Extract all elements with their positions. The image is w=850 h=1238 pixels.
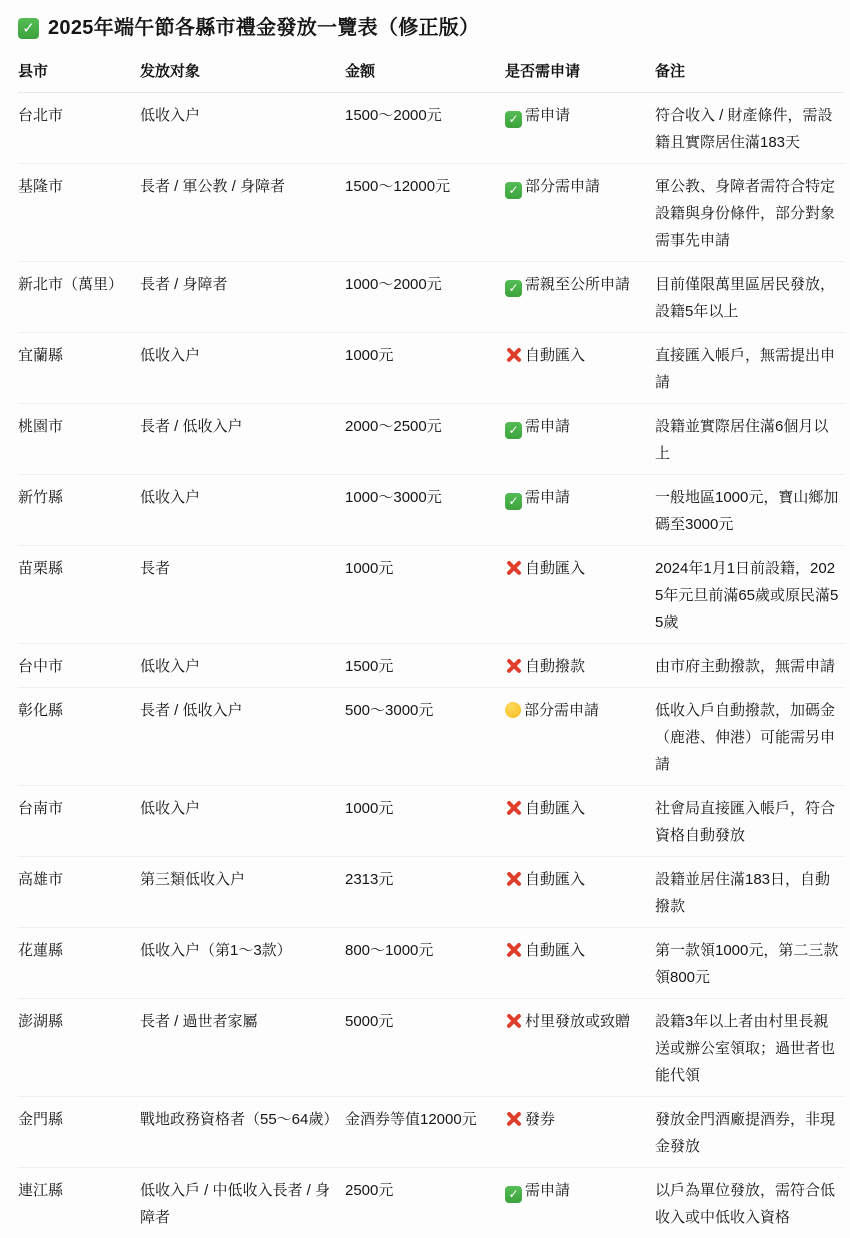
status-label: 需申請 bbox=[525, 1182, 571, 1199]
table-row bbox=[18, 857, 844, 928]
status-label: 發券 bbox=[525, 1111, 556, 1128]
status-label: 需申請 bbox=[525, 489, 571, 506]
yellow-circle-icon bbox=[505, 702, 521, 718]
cell-city: 基隆市 bbox=[18, 178, 64, 195]
cell-note: 設籍並居住滿183日，自動撥款 bbox=[655, 871, 831, 915]
cell-city: 宜蘭縣 bbox=[18, 347, 64, 364]
cell-target: 低收入戶 / 中低收入長者 / 身障者 bbox=[140, 1182, 331, 1226]
cell-status bbox=[505, 342, 655, 396]
status-label: 自動匯入 bbox=[525, 800, 586, 817]
cell-status bbox=[505, 697, 655, 778]
cell-city: 彰化縣 bbox=[18, 702, 64, 719]
check-icon: ✓ bbox=[505, 1186, 522, 1203]
table-row bbox=[18, 93, 844, 164]
table-row bbox=[18, 404, 844, 475]
cell-city: 高雄市 bbox=[18, 871, 64, 888]
cell-amount: 800～1000元 bbox=[345, 942, 434, 959]
cell-note: 符合收入 / 財產條件，需設籍且實際居住滿183天 bbox=[655, 107, 833, 151]
check-icon: ✓ bbox=[505, 111, 522, 128]
cell-city: 金門縣 bbox=[18, 1111, 64, 1128]
cell-status bbox=[505, 1177, 655, 1231]
cell-note: 以戶為單位發放，需符合低收入或中低收入資格 bbox=[655, 1182, 836, 1226]
cell-amount: 2313元 bbox=[345, 871, 394, 888]
cell-amount: 1000～3000元 bbox=[345, 489, 442, 506]
cell-status bbox=[505, 653, 655, 680]
page-title bbox=[18, 14, 844, 42]
cross-icon bbox=[505, 657, 522, 674]
cell-note: 直接匯入帳戶，無需提出申請 bbox=[655, 347, 836, 391]
check-icon: ✓ bbox=[505, 493, 522, 510]
cell-target: 低收入户 bbox=[140, 107, 201, 124]
status-label: 需申请 bbox=[525, 107, 571, 124]
cell-amount: 1000～2000元 bbox=[345, 276, 442, 293]
table-row bbox=[18, 999, 844, 1097]
column-header-amount: 金额 bbox=[345, 63, 376, 80]
cell-amount: 1500～12000元 bbox=[345, 178, 451, 195]
cell-amount: 1500元 bbox=[345, 658, 394, 675]
cell-status bbox=[505, 102, 655, 156]
cell-status bbox=[505, 413, 655, 467]
cell-amount: 2000～2500元 bbox=[345, 418, 442, 435]
cross-icon bbox=[505, 1012, 522, 1029]
cell-target: 長者 / 過世者家屬 bbox=[140, 1013, 258, 1030]
page-title-text: 2025年端午節各縣市禮金發放一覽表（修正版） bbox=[48, 17, 480, 39]
table-row bbox=[18, 1168, 844, 1238]
check-icon: ✓ bbox=[505, 182, 522, 199]
cell-note: 2024年1月1日前設籍，2025年元旦前滿65歲或原民滿55歲 bbox=[655, 560, 839, 631]
cell-note: 目前僅限萬里區居民發放，設籍5年以上 bbox=[655, 276, 836, 320]
cell-city: 新竹縣 bbox=[18, 489, 64, 506]
status-label: 需申請 bbox=[525, 418, 571, 435]
cell-note: 發放金門酒廠提酒券，非現金發放 bbox=[655, 1111, 836, 1155]
cell-amount: 5000元 bbox=[345, 1013, 394, 1030]
cross-icon bbox=[505, 941, 522, 958]
cell-city: 苗栗縣 bbox=[18, 560, 64, 577]
cell-target: 低收入户（第1～3款） bbox=[140, 942, 292, 959]
status-label: 自動匯入 bbox=[525, 347, 586, 364]
cell-amount: 1500～2000元 bbox=[345, 107, 442, 124]
table-row bbox=[18, 475, 844, 546]
table-row bbox=[18, 546, 844, 644]
cell-target: 低收入户 bbox=[140, 489, 201, 506]
cell-note: 社會局直接匯入帳戶，符合資格自動發放 bbox=[655, 800, 836, 844]
cell-amount: 1000元 bbox=[345, 560, 394, 577]
gift-table bbox=[18, 54, 844, 1238]
table-row bbox=[18, 164, 844, 262]
column-header-note: 备注 bbox=[655, 63, 686, 80]
cross-icon bbox=[505, 1110, 522, 1127]
cell-status bbox=[505, 937, 655, 991]
cell-target: 低收入户 bbox=[140, 658, 201, 675]
cell-city: 台南市 bbox=[18, 800, 64, 817]
cell-status bbox=[505, 1008, 655, 1089]
status-label: 部分需申請 bbox=[524, 702, 600, 719]
check-icon: ✓ bbox=[18, 18, 39, 39]
cell-note: 由市府主動撥款，無需申請 bbox=[655, 658, 836, 675]
cross-icon bbox=[505, 799, 522, 816]
cell-status bbox=[505, 1106, 655, 1160]
cell-city: 連江縣 bbox=[18, 1182, 64, 1199]
table-row bbox=[18, 786, 844, 857]
cell-target: 長者 / 身障者 bbox=[140, 276, 228, 293]
cell-amount: 500～3000元 bbox=[345, 702, 434, 719]
cell-city: 台中市 bbox=[18, 658, 64, 675]
cell-city: 花蓮縣 bbox=[18, 942, 64, 959]
cell-note: 第一款領1000元，第二三款領800元 bbox=[655, 942, 839, 986]
cell-target: 長者 / 軍公教 / 身障者 bbox=[140, 178, 286, 195]
cell-note: 低收入戶自動撥款，加碼金（鹿港、伸港）可能需另申請 bbox=[655, 702, 836, 773]
cell-target: 低收入户 bbox=[140, 800, 201, 817]
cell-target: 長者 bbox=[140, 560, 171, 577]
table-row bbox=[18, 262, 844, 333]
cell-target: 第三類低收入户 bbox=[140, 871, 246, 888]
check-icon: ✓ bbox=[505, 422, 522, 439]
table-row bbox=[18, 1097, 844, 1168]
cell-status bbox=[505, 555, 655, 636]
cell-amount: 金酒券等值12000元 bbox=[345, 1111, 477, 1128]
cell-target: 低收入户 bbox=[140, 347, 201, 364]
column-header-target: 发放对象 bbox=[140, 63, 201, 80]
status-label: 村里發放或致贈 bbox=[525, 1013, 631, 1030]
table-row bbox=[18, 928, 844, 999]
cell-amount: 1000元 bbox=[345, 800, 394, 817]
cell-status bbox=[505, 795, 655, 849]
status-label: 自動匯入 bbox=[525, 871, 586, 888]
cell-status bbox=[505, 173, 655, 254]
status-label: 自動匯入 bbox=[525, 560, 586, 577]
cell-note: 一般地區1000元，寶山鄉加碼至3000元 bbox=[655, 489, 839, 533]
cell-target: 長者 / 低收入户 bbox=[140, 418, 243, 435]
status-label: 自動撥款 bbox=[525, 658, 586, 675]
cell-city: 桃園市 bbox=[18, 418, 64, 435]
table-row bbox=[18, 644, 844, 688]
table-header-row bbox=[18, 54, 844, 93]
cell-city: 澎湖縣 bbox=[18, 1013, 64, 1030]
status-label: 部分需申請 bbox=[525, 178, 601, 195]
column-header-city: 县市 bbox=[18, 63, 49, 80]
cell-note: 設籍並實際居住滿6個月以上 bbox=[655, 418, 829, 462]
status-label: 自動匯入 bbox=[525, 942, 586, 959]
status-label: 需親至公所申請 bbox=[525, 276, 631, 293]
cell-city: 新北市（萬里） bbox=[18, 276, 124, 293]
cell-note: 設籍3年以上者由村里長親送或辦公室領取；過世者也能代領 bbox=[655, 1013, 836, 1084]
table-row bbox=[18, 688, 844, 786]
cross-icon bbox=[505, 870, 522, 887]
cell-city: 台北市 bbox=[18, 107, 64, 124]
cell-amount: 1000元 bbox=[345, 347, 394, 364]
check-icon: ✓ bbox=[505, 280, 522, 297]
column-header-status: 是否需申请 bbox=[505, 63, 581, 80]
cross-icon bbox=[505, 559, 522, 576]
cell-status bbox=[505, 271, 655, 325]
cell-status bbox=[505, 866, 655, 920]
cell-target: 長者 / 低收入户 bbox=[140, 702, 243, 719]
cell-amount: 2500元 bbox=[345, 1182, 394, 1199]
table-row bbox=[18, 333, 844, 404]
cell-target: 戰地政務資格者（55～64歲） bbox=[140, 1111, 339, 1128]
table-body bbox=[18, 93, 844, 1238]
cross-icon bbox=[505, 346, 522, 363]
cell-note: 軍公教、身障者需符合特定設籍與身份條件，部分對象需事先申請 bbox=[655, 178, 836, 249]
cell-status bbox=[505, 484, 655, 538]
